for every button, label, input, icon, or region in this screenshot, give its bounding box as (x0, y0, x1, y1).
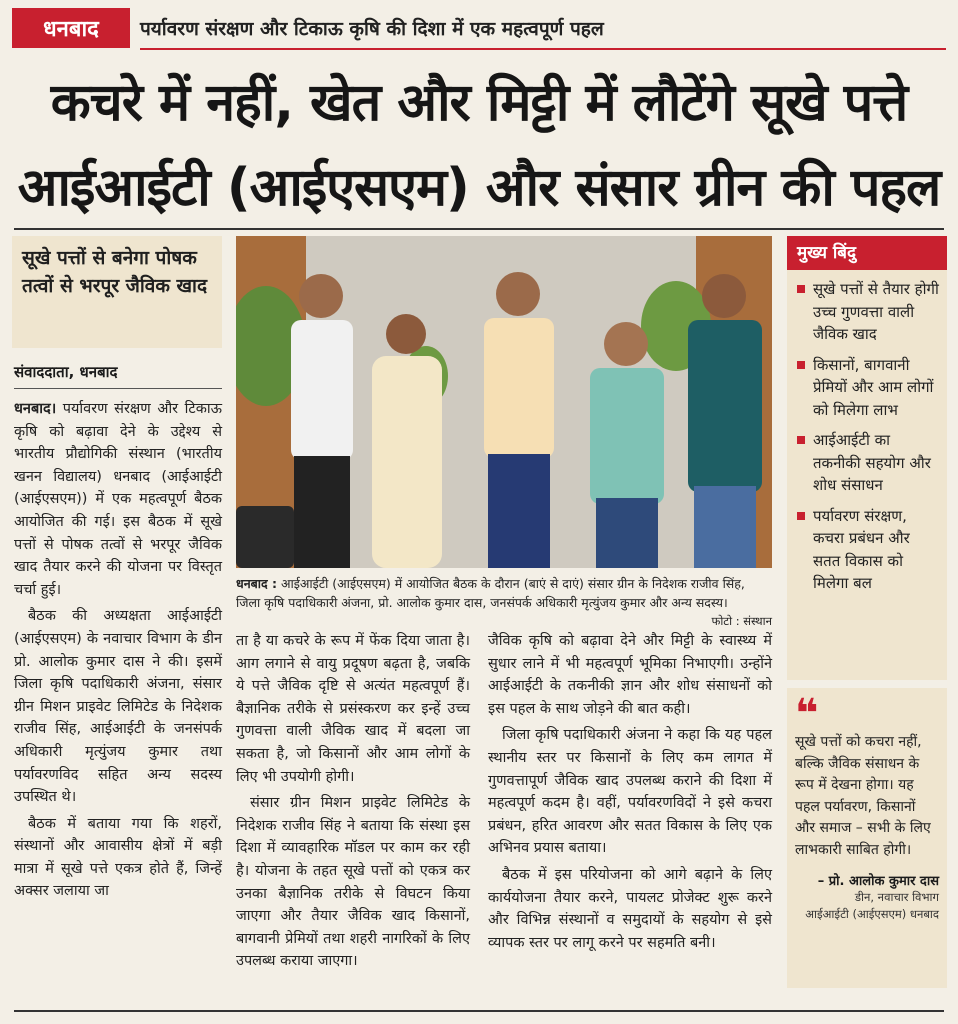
quote-role: डीन, नवाचार विभाग (854, 890, 939, 904)
article-paragraph: बैठक में बताया गया कि शहरों, संस्थानों और आवासीय क्षेत्रों में बड़ी मात्रा में सूखे पत्ते एकत्र होते हैं, जिन्हें अक्सर जलाया जा (14, 815, 222, 900)
list-item: पर्यावरण संरक्षण, कचरा प्रबंधन और सतत विकास को मिलेगा बल (795, 505, 939, 595)
headline-line-2: आईआईटी (आईएसएम) और संसार ग्रीन की पहल (17, 158, 941, 218)
caption-text: आईआईटी (आईएसएम) में आयोजित बैठक के दौरान (बाएं से दाएं) संसार ग्रीन के निदेशक राजीव सिंह, जिला कृषि पदाधिकारी अंजना, प्रो. आलोक कुमार दास, जनसंपर्क अधिकारी मृत्युंजय कुमार और अन्य सदस्य। (236, 576, 745, 610)
square-bullet-icon (797, 512, 805, 520)
article-paragraph: धनबाद। पर्यावरण संरक्षण और टिकाऊ कृषि को बढ़ावा देने के उद्देश्य से भारतीय प्रौद्योगिकी संस्थान (भारतीय खनन विद्यालय) धनबाद (आईआईटी (आईएसएम)) में एक महत्वपूर्ण बैठक आयोजित की गई। इस बैठक में सूखे पत्तों से पोषक तत्वों से भरपूर जैविक खाद तैयार करने की योजना पर विस्तृत चर्चा हुई। (14, 401, 222, 598)
article-paragraph: संसार ग्रीन मिशन प्राइवेट लिमिटेड के निदेशक राजीव सिंह ने बताया कि संस्था इस दिशा में व्यावहारिक मॉडल पर काम कर रही है। योजना के तहत सूखे पत्तों को एकत्र कर उनका बैज्ञानिक तरीके से विघटन किया जाएगा और तैयार जैविक खाद किसानों, बागवानी प्रेमियों तथा शहरी नागरिकों के लिए उपलब्ध कराया जाएगा। (236, 795, 470, 970)
article-column-2 (236, 630, 470, 977)
news-photo (236, 236, 772, 568)
square-bullet-icon (797, 285, 805, 293)
article-column-1 (14, 398, 222, 907)
article-paragraph: बैठक की अध्यक्षता आईआईटी (आईएसएम) के नवाचार विभाग के डीन प्रो. आलोक कुमार दास ने की। इसमें जिला कृषि पदाधिकारी अंजना, संसार ग्रीन मिशन प्राइवेट लिमिटेड के निदेशक राजीव सिंह, आईआईटी के जनसंपर्क अधिकारी मृत्युंजय कुमार तथा पर्यावरणविद सहित अन्य सदस्य उपस्थित थे। (14, 608, 222, 806)
article-paragraph: बैठक में इस परियोजना को आगे बढ़ाने के लिए कार्ययोजना तैयार करने, पायलट प्रोजेक्ट शुरू करने और विभिन्न संस्थानों व समुदायों के सहयोग से इसे व्यापक स्तर पर लागू करने पर सहमति बनी। (488, 866, 772, 951)
group-photo-illustration (236, 236, 772, 568)
sidebar-title: मुख्य बिंदु (787, 236, 947, 270)
headline-line-1: कचरे में नहीं, खेत और मिट्टी में लौटेंगे सूखे पत्ते (50, 73, 908, 133)
quote-text: सूखे पत्तों को कचरा नहीं, बल्कि जैविक संसाधन के रूप में देखना होगा। यह पहल पर्यावरण, किसानों और समाज – सभी के लिए लाभकारी साबित होगी। (795, 734, 931, 858)
square-bullet-icon (797, 436, 805, 444)
list-item: किसानों, बागवानी प्रेमियों और आम लोगों को मिलेगा लाभ (795, 354, 939, 422)
square-bullet-icon (797, 361, 805, 369)
city-tag: धनबाद (12, 8, 130, 48)
quote-box (787, 688, 947, 988)
key-points-list (787, 270, 947, 680)
quote-author: – प्रो. आलोक कुमार दास (817, 874, 939, 889)
quote-mark-icon: ❝ (795, 691, 819, 737)
headline-divider (14, 228, 944, 230)
subheadline: सूखे पत्तों से बनेगा पोषक तत्वों से भरपूर जैविक खाद (12, 236, 222, 348)
caption-lead: धनबाद : (236, 576, 277, 591)
list-item: आईआईटी का तकनीकी सहयोग और शोध संसाधन (795, 429, 939, 497)
article-column-3 (488, 630, 772, 958)
top-banner (12, 8, 946, 48)
article-paragraph: जिला कृषि पदाधिकारी अंजना ने कहा कि यह पहल स्थानीय स्तर पर किसानों के लिए कम लागत में गुणवत्तापूर्ण जैविक खाद उपलब्ध कराने की दिशा में महत्वपूर्ण कदम है। वहीं, पर्यावरणविदों ने इसे कचरा प्रबंधन, हरित आवरण और सतत विकास के लिए एक अभिनव प्रयास बताया। (488, 727, 772, 857)
photo-caption (236, 574, 772, 631)
list-item: सूखे पत्तों से तैयार होगी उच्च गुणवत्ता वाली जैविक खाद (795, 278, 939, 346)
article-paragraph: ता है या कचरे के रूप में फेंक दिया जाता है। आग लगाने से वायु प्रदूषण बढ़ता है, जबकि ये पत्ते जैविक दृष्टि से अत्यंत महत्वपूर्ण हैं। बैज्ञानिक तरीके से प्रसंस्करण कर इन्हें उच्च गुणवत्ता वाली जैविक खाद में बदला जा सकता है, जो किसानों और आम लोगों के लिए भी उपयोगी होगी। (236, 633, 470, 785)
bottom-divider (14, 1010, 944, 1012)
article-paragraph: जैविक कृषि को बढ़ावा देने और मिट्टी के स्वास्थ्य में सुधार लाने में भी महत्वपूर्ण भूमिका निभाएगी। उन्होंने आईआईटी के तकनीकी ज्ञान और शोध संसाधनों को इस पहल के साथ जोड़ने की बात कही। (488, 633, 772, 717)
kicker-line: पर्यावरण संरक्षण और टिकाऊ कृषि की दिशा में एक महत्वपूर्ण पहल (140, 8, 946, 50)
photo-credit: फोटो : संस्थान (711, 614, 772, 628)
byline: संवाददाता, धनबाद (14, 362, 222, 389)
dateline: धनबाद। (14, 401, 57, 417)
quote-affiliation: आईआईटी (आईएसएम) धनबाद (805, 907, 939, 921)
key-points-sidebar (787, 236, 947, 680)
